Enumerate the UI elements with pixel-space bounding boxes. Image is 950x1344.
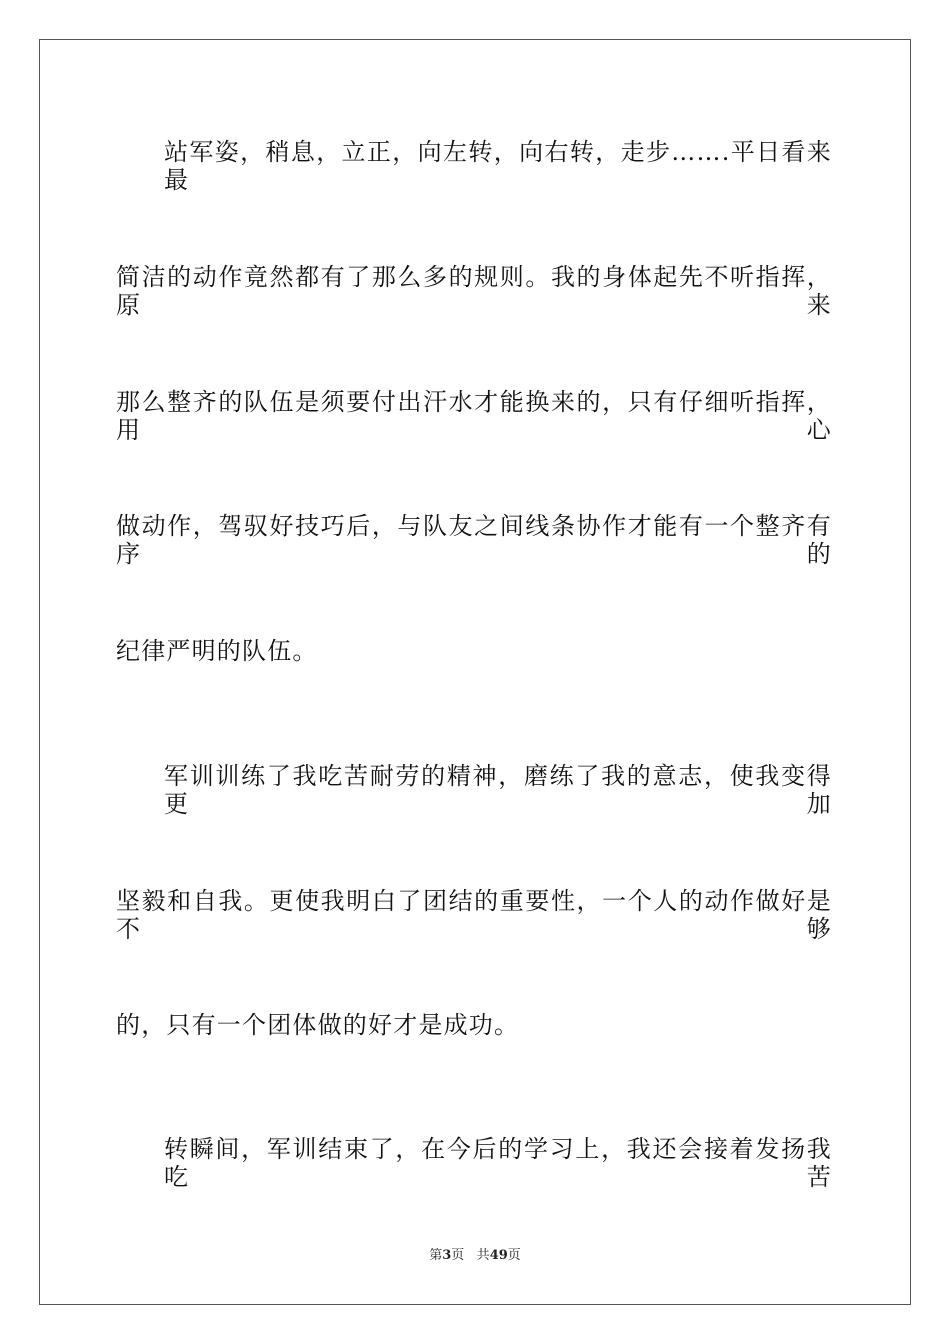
- text-line-7: 坚毅和自我。更使我明白了团结的重要性，一个人的动作做好是不够: [116, 887, 832, 943]
- text-line-3: 那么整齐的队伍是须要付出汗水才能换来的，只有仔细听指挥，用心: [116, 388, 832, 444]
- text-line-1: 站军姿，稍息，立正，向左转，向右转，走步…….平日看来最: [164, 138, 832, 194]
- total-pages: 49: [489, 1248, 508, 1263]
- page-footer: [0, 1248, 950, 1264]
- page-suffix: 页: [451, 1248, 465, 1263]
- text-line-2: 简洁的动作竟然都有了那么多的规则。我的身体起先不听指挥，原来: [116, 263, 832, 319]
- page-number: 3: [442, 1248, 452, 1263]
- text-line-4: 做动作，驾驭好技巧后，与队友之间线条协作才能有一个整齐有序的: [116, 512, 832, 568]
- text-line-9: 转瞬间，军训结束了，在今后的学习上，我还会接着发扬我吃苦: [164, 1135, 832, 1191]
- page-border: [39, 39, 911, 1305]
- text-line-8: 的，只有一个团体做的好才是成功。: [116, 1011, 520, 1039]
- total-prefix: 共: [476, 1248, 490, 1263]
- page-prefix: 第: [429, 1248, 443, 1263]
- text-line-6: 军训训练了我吃苦耐劳的精神，磨练了我的意志，使我变得更加: [164, 762, 832, 818]
- text-line-5: 纪律严明的队伍。: [116, 637, 318, 665]
- total-suffix: 页: [507, 1248, 521, 1263]
